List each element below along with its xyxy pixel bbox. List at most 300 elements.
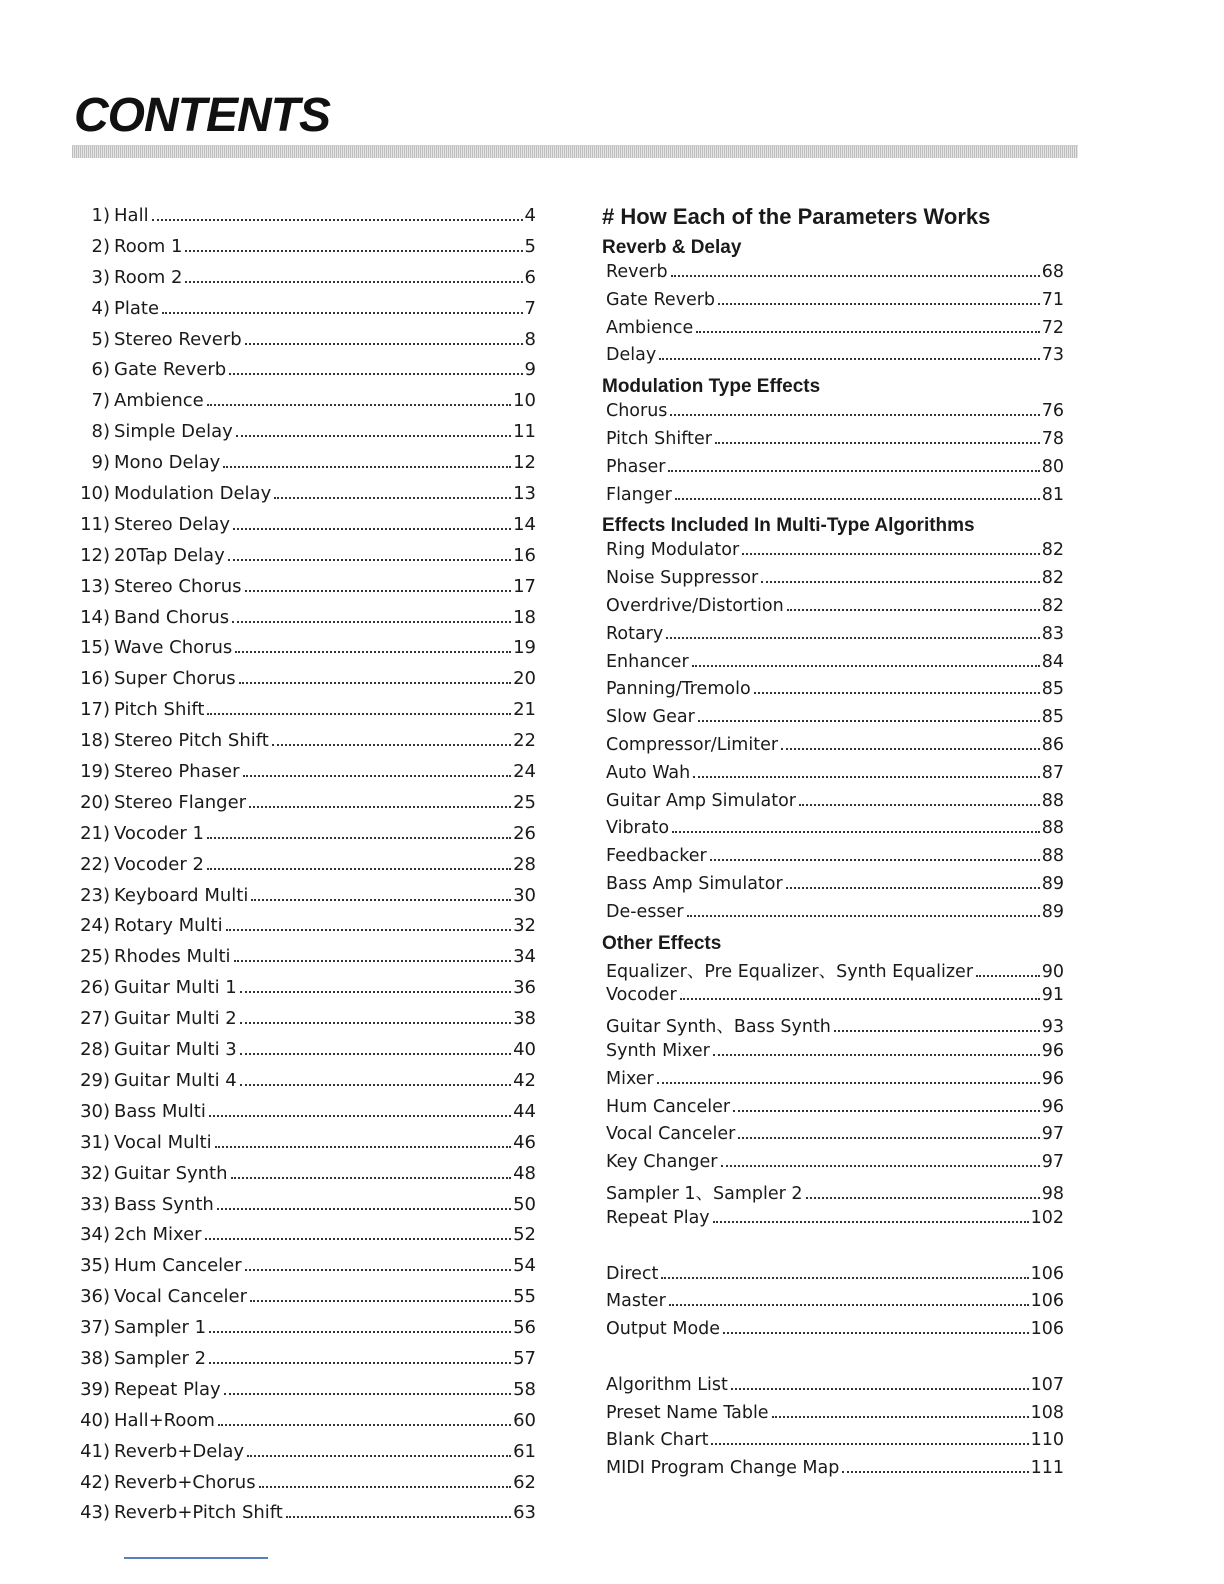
entry-page: 96 (1041, 1068, 1064, 1089)
dot-leader (274, 497, 511, 499)
entry-page: 50 (513, 1193, 536, 1215)
toc-entry[interactable] (602, 1458, 1064, 1486)
dot-leader (786, 887, 1040, 889)
entry-label: Pitch Shifter (606, 428, 712, 449)
toc-entry[interactable] (74, 1039, 536, 1070)
entry-label: MIDI Program Change Map (606, 1458, 840, 1479)
entry-label: 20Tap Delay (114, 544, 225, 566)
dot-leader (218, 1424, 511, 1426)
toc-entry[interactable] (602, 290, 1064, 318)
toc-entry[interactable] (74, 792, 536, 823)
toc-entry[interactable] (602, 707, 1064, 735)
dot-leader (245, 343, 523, 345)
entry-page: 4 (524, 205, 536, 226)
toc-entry[interactable] (602, 1403, 1064, 1431)
dot-leader (669, 1304, 1029, 1306)
entry-number: 18) (80, 730, 110, 752)
entry-label: Flanger (606, 484, 672, 505)
parameters-contents-list (602, 200, 1064, 1486)
toc-entry[interactable] (602, 735, 1064, 763)
toc-entry[interactable] (74, 1224, 536, 1255)
group-spacer (602, 1347, 1064, 1375)
toc-entry[interactable] (74, 452, 536, 483)
entry-page: 87 (1041, 762, 1064, 783)
dot-leader (672, 831, 1040, 833)
toc-entry[interactable] (602, 568, 1064, 596)
entry-label: Equalizer、Pre Equalizer、Synth Equalizer (606, 961, 974, 982)
toc-entry[interactable] (602, 318, 1064, 346)
entry-page: 36 (513, 977, 536, 999)
entry-page: 80 (1041, 456, 1064, 477)
entry-page: 21 (513, 699, 536, 721)
entry-page: 98 (1041, 1183, 1064, 1204)
entry-page: 81 (1041, 484, 1064, 505)
entry-label: Rotary Multi (114, 915, 223, 937)
entry-page: 26 (513, 822, 536, 844)
entry-label: Ring Modulator (606, 540, 740, 561)
toc-entry[interactable] (74, 761, 536, 792)
page-title: CONTENTS (74, 89, 330, 142)
toc-entry[interactable] (602, 1264, 1064, 1292)
entry-number: 15) (80, 637, 110, 659)
toc-entry[interactable] (74, 576, 536, 607)
toc-entry[interactable] (602, 985, 1064, 1013)
entry-page: 18 (513, 606, 536, 628)
entry-number: 21) (80, 822, 110, 844)
entry-page: 82 (1041, 568, 1064, 589)
toc-entry[interactable] (74, 1317, 536, 1348)
entry-page: 38 (513, 1008, 536, 1030)
entry-page: 110 (1030, 1430, 1064, 1451)
toc-entry[interactable] (602, 1013, 1064, 1041)
toc-entry[interactable] (602, 1208, 1064, 1236)
dot-leader (209, 1115, 511, 1117)
toc-entry[interactable] (74, 267, 536, 298)
entry-page: 93 (1041, 1017, 1064, 1038)
entry-label: Feedbacker (606, 846, 707, 867)
entry-page: 91 (1041, 985, 1064, 1006)
dot-leader (692, 665, 1040, 667)
entry-label: Vocoder (606, 985, 677, 1006)
entry-label: Rhodes Multi (114, 946, 231, 968)
entry-number: 23) (80, 884, 110, 906)
entry-number: 9) (91, 452, 110, 474)
entry-number: 43) (80, 1502, 110, 1524)
toc-entry[interactable] (602, 1152, 1064, 1180)
toc-entry[interactable] (602, 429, 1064, 457)
entry-label: Vocal Canceler (114, 1286, 248, 1308)
toc-entry[interactable] (602, 679, 1064, 707)
entry-number: 11) (80, 513, 110, 535)
dot-leader (240, 1022, 511, 1024)
entry-label: Gate Reverb (114, 359, 227, 381)
dot-leader (205, 1238, 512, 1240)
entry-number: 30) (80, 1100, 110, 1122)
toc-entry[interactable] (74, 1070, 536, 1101)
entry-page: 86 (1041, 734, 1064, 755)
dot-leader (259, 1486, 512, 1488)
entry-number: 6) (91, 359, 110, 381)
entry-page: 63 (513, 1502, 536, 1524)
dot-leader (659, 358, 1040, 360)
dot-leader (842, 1471, 1028, 1473)
dot-leader (806, 1197, 1040, 1199)
dot-leader (733, 1110, 1040, 1112)
title-underline-bar (72, 145, 1078, 158)
dot-leader (272, 744, 511, 746)
entry-label: Overdrive/Distortion (606, 595, 784, 616)
entry-number: 26) (80, 977, 110, 999)
entry-page: 46 (513, 1131, 536, 1153)
entry-number: 29) (80, 1069, 110, 1091)
dot-leader (710, 859, 1040, 861)
entry-page: 106 (1030, 1263, 1064, 1284)
entry-label: Hum Canceler (114, 1255, 242, 1277)
dot-leader (671, 275, 1040, 277)
entry-number: 28) (80, 1039, 110, 1061)
entry-page: 57 (513, 1347, 536, 1369)
toc-entry[interactable] (74, 205, 536, 236)
entry-page: 97 (1041, 1152, 1064, 1173)
group-spacer (602, 1236, 1064, 1264)
entry-number: 19) (80, 761, 110, 783)
entry-page: 106 (1030, 1291, 1064, 1312)
toc-entry[interactable] (74, 359, 536, 390)
entry-page: 44 (513, 1100, 536, 1122)
entry-label: Blank Chart (606, 1430, 709, 1451)
entry-number: 5) (91, 328, 110, 350)
toc-entry[interactable] (74, 946, 536, 977)
entry-number: 13) (80, 575, 110, 597)
entry-label: Reverb+Pitch Shift (114, 1502, 283, 1524)
toc-entry[interactable] (602, 763, 1064, 791)
entry-page: 88 (1041, 818, 1064, 839)
toc-entry[interactable] (602, 1375, 1064, 1403)
toc-entry[interactable] (74, 1410, 536, 1441)
entry-label: De-esser (606, 901, 684, 922)
toc-entry[interactable] (602, 262, 1064, 290)
entry-page: 78 (1041, 428, 1064, 449)
entry-label: Guitar Multi 3 (114, 1039, 237, 1061)
entry-page: 84 (1041, 651, 1064, 672)
toc-entry[interactable] (602, 791, 1064, 819)
toc-entry[interactable] (602, 1319, 1064, 1347)
entry-page: 40 (513, 1039, 536, 1061)
entry-number: 36) (80, 1286, 110, 1308)
toc-entry[interactable] (74, 1163, 536, 1194)
entry-label: Repeat Play (606, 1207, 710, 1228)
entry-label: Key Changer (606, 1152, 718, 1173)
entry-number: 31) (80, 1131, 110, 1153)
entry-label: Sampler 1 (114, 1317, 207, 1339)
entry-page: 52 (513, 1224, 536, 1246)
toc-entry[interactable] (74, 607, 536, 638)
entry-page: 5 (524, 235, 536, 257)
toc-entry[interactable] (74, 1502, 536, 1533)
toc-entry[interactable] (602, 1180, 1064, 1208)
entry-page: 107 (1030, 1374, 1064, 1395)
dot-leader (245, 590, 512, 592)
toc-entry[interactable] (74, 854, 536, 885)
entry-page: 14 (513, 513, 536, 535)
entry-label: Room 1 (114, 235, 183, 257)
dot-leader (224, 1393, 511, 1395)
entry-label: Modulation Delay (114, 483, 272, 505)
dot-leader (209, 1362, 511, 1364)
entry-label: Guitar Amp Simulator (606, 790, 797, 811)
entry-label: Keyboard Multi (114, 884, 249, 906)
dot-leader (152, 219, 523, 221)
toc-entry[interactable] (74, 885, 536, 916)
toc-entry[interactable] (74, 637, 536, 668)
toc-entry[interactable] (602, 401, 1064, 429)
dot-leader (207, 404, 511, 406)
entry-label: Stereo Chorus (114, 575, 242, 597)
toc-entry[interactable] (74, 1008, 536, 1039)
dot-leader (249, 806, 511, 808)
dot-leader (215, 1146, 512, 1148)
entry-page: 12 (513, 452, 536, 474)
toc-entry[interactable] (74, 977, 536, 1008)
dot-leader (693, 776, 1040, 778)
entry-page: 20 (513, 668, 536, 690)
dot-leader (718, 303, 1040, 305)
dot-leader (772, 1416, 1029, 1418)
dot-leader (687, 915, 1040, 917)
dot-leader (657, 1082, 1040, 1084)
dot-leader (240, 1084, 511, 1086)
entry-number: 4) (91, 297, 110, 319)
entry-page: 25 (513, 791, 536, 813)
toc-entry[interactable] (74, 915, 536, 946)
dot-leader (240, 1053, 511, 1055)
toc-entry[interactable] (74, 1255, 536, 1286)
toc-entry[interactable] (602, 846, 1064, 874)
toc-entry[interactable] (74, 823, 536, 854)
entry-label: Delay (606, 345, 657, 366)
entry-number: 40) (80, 1409, 110, 1431)
toc-entry[interactable] (74, 699, 536, 730)
entry-page: 111 (1030, 1458, 1064, 1479)
entry-label: Auto Wah (606, 762, 691, 783)
dot-leader (209, 1331, 511, 1333)
toc-entry[interactable] (74, 1194, 536, 1225)
subsection-heading: Effects Included In Multi-Type Algorithms (602, 515, 975, 537)
dot-leader (675, 498, 1040, 500)
dot-leader (698, 720, 1040, 722)
entry-label: Mixer (606, 1068, 654, 1089)
entry-page: 88 (1041, 846, 1064, 867)
toc-entry[interactable] (602, 540, 1064, 568)
toc-entry[interactable] (74, 1441, 536, 1472)
toc-entry[interactable] (74, 1472, 536, 1503)
toc-entry[interactable] (602, 1097, 1064, 1125)
toc-entry[interactable] (602, 1069, 1064, 1097)
entry-label: Ambience (114, 390, 204, 412)
toc-entry[interactable] (74, 1379, 536, 1410)
toc-entry[interactable] (602, 457, 1064, 485)
toc-entry[interactable] (74, 483, 536, 514)
toc-entry[interactable] (74, 329, 536, 360)
dot-leader (787, 609, 1040, 611)
toc-entry[interactable] (74, 1101, 536, 1132)
dot-leader (723, 1332, 1029, 1334)
toc-entry[interactable] (602, 818, 1064, 846)
entry-page: 83 (1041, 623, 1064, 644)
entry-page: 60 (513, 1409, 536, 1431)
toc-entry[interactable] (74, 236, 536, 267)
dot-leader (236, 435, 511, 437)
entry-label: Bass Amp Simulator (606, 873, 783, 894)
entry-label: Stereo Pitch Shift (114, 730, 269, 752)
toc-entry[interactable] (74, 390, 536, 421)
entry-page: 56 (513, 1317, 536, 1339)
entry-page: 96 (1041, 1040, 1064, 1061)
entry-page: 62 (513, 1471, 536, 1493)
entry-page: 90 (1041, 961, 1064, 982)
entry-page: 30 (513, 884, 536, 906)
entry-page: 82 (1041, 540, 1064, 561)
dot-leader (226, 929, 512, 931)
entry-label: Repeat Play (114, 1378, 221, 1400)
dot-leader (742, 553, 1040, 555)
entry-page: 17 (513, 575, 536, 597)
entry-number: 42) (80, 1471, 110, 1493)
toc-entry[interactable] (74, 1132, 536, 1163)
toc-entry[interactable] (74, 545, 536, 576)
toc-entry[interactable] (602, 1124, 1064, 1152)
toc-entry[interactable] (602, 1430, 1064, 1458)
toc-entry[interactable] (602, 485, 1064, 513)
dot-leader (229, 373, 522, 375)
entry-label: Hum Canceler (606, 1096, 731, 1117)
entry-number: 1) (91, 205, 110, 226)
entry-label: Gate Reverb (606, 289, 716, 310)
entry-page: 8 (524, 328, 536, 350)
entry-label: Hall+Room (114, 1409, 215, 1431)
dot-leader (713, 1221, 1029, 1223)
entry-page: 34 (513, 946, 536, 968)
dot-leader (721, 1165, 1040, 1167)
dot-leader (247, 1455, 511, 1457)
dot-leader (250, 1300, 511, 1302)
toc-entry[interactable] (74, 668, 536, 699)
dot-leader (754, 692, 1040, 694)
dot-leader (799, 804, 1040, 806)
entry-page: 72 (1041, 317, 1064, 338)
toc-entry[interactable] (602, 958, 1064, 986)
entry-number: 35) (80, 1255, 110, 1277)
entry-label: Vocal Multi (114, 1131, 212, 1153)
entry-label: Mono Delay (114, 452, 221, 474)
toc-entry[interactable] (74, 1348, 536, 1379)
entry-number: 38) (80, 1347, 110, 1369)
entry-page: 73 (1041, 345, 1064, 366)
entry-label: Rotary (606, 623, 664, 644)
entry-label: Vibrato (606, 818, 670, 839)
entry-label: Synth Mixer (606, 1040, 710, 1061)
entry-page: 6 (524, 266, 536, 288)
dot-leader (680, 998, 1040, 1000)
entry-label: Reverb+Delay (114, 1440, 245, 1462)
entry-number: 25) (80, 946, 110, 968)
toc-entry[interactable] (602, 345, 1064, 373)
toc-entry[interactable] (602, 874, 1064, 902)
entry-number: 22) (80, 853, 110, 875)
entry-label: Stereo Delay (114, 513, 230, 535)
algorithm-contents-list (74, 205, 536, 1533)
entry-page: 9 (524, 359, 536, 381)
toc-entry[interactable] (602, 596, 1064, 624)
toc-entry[interactable] (602, 902, 1064, 930)
entry-label: Guitar Multi 4 (114, 1069, 237, 1091)
entry-page: 85 (1041, 679, 1064, 700)
entry-label: Algorithm List (606, 1374, 728, 1395)
toc-entry[interactable] (602, 1291, 1064, 1319)
toc-entry[interactable] (74, 421, 536, 452)
entry-label: Band Chorus (114, 606, 230, 628)
entry-label: Pitch Shift (114, 699, 205, 721)
entry-number: 39) (80, 1378, 110, 1400)
dot-leader (834, 1030, 1040, 1032)
entry-page: 10 (513, 390, 536, 412)
entry-page: 89 (1041, 901, 1064, 922)
entry-page: 28 (513, 853, 536, 875)
dot-leader (715, 442, 1040, 444)
dot-leader (234, 960, 512, 962)
entry-label: Guitar Synth (114, 1162, 228, 1184)
dot-leader (668, 470, 1039, 472)
entry-label: Bass Synth (114, 1193, 214, 1215)
toc-entry[interactable] (602, 652, 1064, 680)
entry-label: Sampler 1、Sampler 2 (606, 1183, 803, 1204)
entry-page: 96 (1041, 1096, 1064, 1117)
toc-entry[interactable] (74, 514, 536, 545)
entry-number: 33) (80, 1193, 110, 1215)
toc-entry[interactable] (74, 730, 536, 761)
entry-number: 20) (80, 791, 110, 813)
toc-entry[interactable] (602, 1041, 1064, 1069)
entry-label: 2ch Mixer (114, 1224, 202, 1246)
dot-leader (731, 1388, 1029, 1390)
toc-entry[interactable] (74, 1286, 536, 1317)
dot-leader (713, 1054, 1040, 1056)
entry-number: 24) (80, 915, 110, 937)
entry-number: 37) (80, 1317, 110, 1339)
dot-leader (738, 1137, 1039, 1139)
entry-page: 88 (1041, 790, 1064, 811)
entry-label: Phaser (606, 456, 666, 477)
footer-rule (124, 1557, 268, 1559)
entry-page: 102 (1030, 1207, 1064, 1228)
dot-leader (207, 713, 511, 715)
section-main-heading: # How Each of the Parameters Works (602, 204, 991, 229)
entry-page: 54 (513, 1255, 536, 1277)
dot-leader (251, 899, 511, 901)
entry-label: Bass Multi (114, 1100, 206, 1122)
entry-page: 19 (513, 637, 536, 659)
toc-entry[interactable] (74, 298, 536, 329)
dot-leader (286, 1516, 511, 1518)
entry-number: 14) (80, 606, 110, 628)
entry-page: 89 (1041, 873, 1064, 894)
entry-number: 8) (91, 421, 110, 443)
entry-label: Guitar Synth、Bass Synth (606, 1017, 831, 1038)
entry-number: 16) (80, 668, 110, 690)
dot-leader (223, 466, 511, 468)
toc-entry[interactable] (602, 624, 1064, 652)
dot-leader (711, 1443, 1028, 1445)
